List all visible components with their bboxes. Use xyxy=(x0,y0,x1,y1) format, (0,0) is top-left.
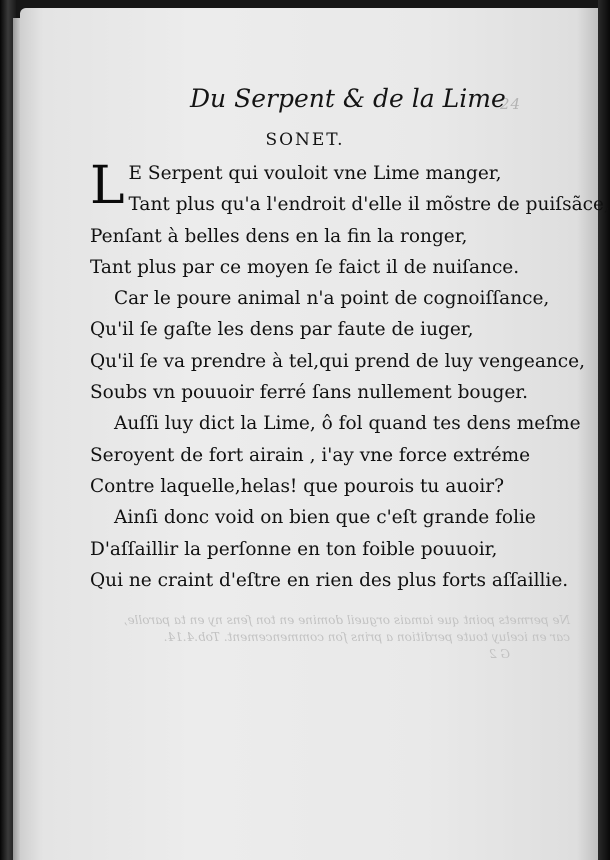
poem-body xyxy=(90,156,610,596)
drop-cap: L xyxy=(90,156,125,216)
bleed-through-text xyxy=(100,612,570,663)
poem-line-12: Ainſi donc void on bien que c'eſt grande folie xyxy=(114,507,536,529)
poem-line-3: Penſant à belles dens en la fin la ronger, xyxy=(90,225,468,247)
poem-line-11: Contre laquelle,helas! que pourois tu auoir? xyxy=(90,475,504,497)
poem-title: SONET. xyxy=(265,130,345,150)
poem-line-2: Tant plus qu'a l'endroit d'elle il mõstre de puiſsãce, xyxy=(128,194,610,216)
poem-line-14: Qui ne craint d'eſtre en rien des plus forts aſſaillie. xyxy=(90,569,569,591)
bleed-through-signature: G 2 xyxy=(488,647,510,661)
page-number: 24 xyxy=(500,95,522,113)
poem-line-7: Qu'il ſe va prendre à tel,qui prend de luy vengeance, xyxy=(90,350,585,372)
poem-line-9: Auſſi luy dict la Lime, ô fol quand tes dens meſme xyxy=(114,413,581,435)
poem-line-13: D'aſſaillir la perſonne en ton foible pouuoir, xyxy=(90,538,498,560)
poem-line-5: Car le poure animal n'a point de cognoiſſance, xyxy=(114,288,550,310)
book-edge-right xyxy=(598,0,610,860)
bleed-through-line-1: Ne permets point que iamais orgueil domine en ton ſens ny en ta parolle, xyxy=(123,613,570,627)
poem-line-4: Tant plus par ce moyen ſe faict il de nuiſance. xyxy=(90,256,520,278)
poem-line-6: Qu'il ſe gaſte les dens par faute de iuger, xyxy=(90,319,474,341)
poem-line-10: Seroyent de fort airain , i'ay vne force extréme xyxy=(90,444,531,466)
running-head: Du Serpent & de la Lime xyxy=(190,84,506,113)
bleed-through-line-2: car en iceluy toute perdition a prins ſon commencement. Tob.4.14. xyxy=(163,630,570,644)
poem-line-8: Soubs vn pouuoir ferré ſans nullement bouger. xyxy=(90,382,528,404)
poem-line-text: E Serpent qui vouloit vne Lime manger, xyxy=(128,163,502,184)
